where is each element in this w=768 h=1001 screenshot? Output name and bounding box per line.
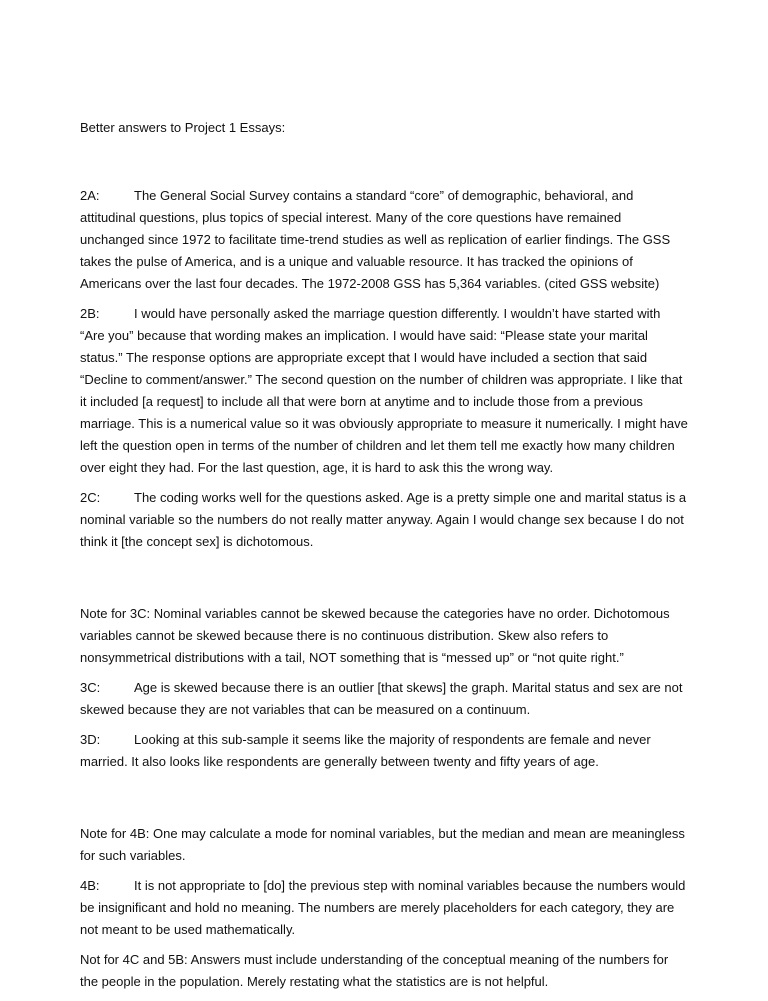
answer-2a	[80, 185, 688, 295]
note-4b: Note for 4B: One may calculate a mode for nominal variables, but the median and mean are meaningless for such variables.	[80, 826, 685, 863]
answer-label: 3D:	[80, 732, 101, 747]
answer-label: 4B:	[80, 878, 100, 893]
note-4c-5b: Not for 4C and 5B: Answers must include understanding of the conceptual meaning of the numbers for the people in the population. Merely restating what the statistics are is not helpful.	[80, 952, 669, 989]
answer-text: Looking at this sub-sample it seems like the majority of respondents are female and never married. It also looks like respondents are generally between twenty and fifty years of age.	[80, 732, 651, 769]
answer-label: 3C:	[80, 680, 101, 695]
answer-label: 2A:	[80, 188, 100, 203]
answer-text: It is not appropriate to [do] the previous step with nominal variables because the numbers would be insignificant and hold no meaning. The numbers are merely placeholders for each category, they are not meant to be used mathematically.	[80, 878, 686, 937]
answer-label: 2C:	[80, 490, 101, 505]
document-page	[80, 117, 688, 1001]
answer-text: The General Social Survey contains a standard “core” of demographic, behavioral, and attitudinal questions, plus topics of special interest. Many of the core questions have remained unchanged since 1972 to facilitate time-trend studies as well as replication of earlier findings. The GSS takes the pulse of America, and is a unique and valuable resource. It has tracked the opinions of Americans over the last four decades. The 1972-2008 GSS has 5,364 variables. (cited GSS website)	[80, 188, 671, 291]
answer-2c	[80, 487, 688, 553]
answer-text: Age is skewed because there is an outlier [that skews] the graph. Marital status and sex are not skewed because they are not variables that can be measured on a continuum.	[80, 680, 683, 717]
answer-text: The coding works well for the questions asked. Age is a pretty simple one and marital status is a nominal variable so the numbers do not really matter anyway. Again I would change sex because I do not think it [the concept sex] is dichotomous.	[80, 490, 687, 549]
answer-2b	[80, 303, 688, 479]
answer-3d	[80, 729, 688, 773]
answer-3c	[80, 677, 688, 721]
note-3c: Note for 3C: Nominal variables cannot be skewed because the categories have no order. Dichotomous variables cannot be skewed because there is no continuous distribution. Skew also refers to nonsymmetrical distributions with a tail, NOT something that is “messed up” or “not quite right.”	[80, 606, 670, 665]
document-title: Better answers to Project 1 Essays:	[80, 120, 286, 135]
answer-text: I would have personally asked the marriage question differently. I wouldn’t have started with “Are you” because that wording makes an implication. I would have said: “Please state your marital status.” The response options are appropriate except that I would have included a section that said “Decline to comment/answer.” The second question on the number of children was appropriate. I like that it included [a request] to include all that were born at anytime and to include those from a previous marriage. This is a numerical value so it was obviously appropriate to measure it numerically. I might have left the question open in terms of the number of children and let them tell me exactly how many children over eight they had. For the last question, age, it is hard to ask this the wrong way.	[80, 306, 688, 475]
answer-label: 2B:	[80, 306, 100, 321]
answer-4b	[80, 875, 688, 941]
